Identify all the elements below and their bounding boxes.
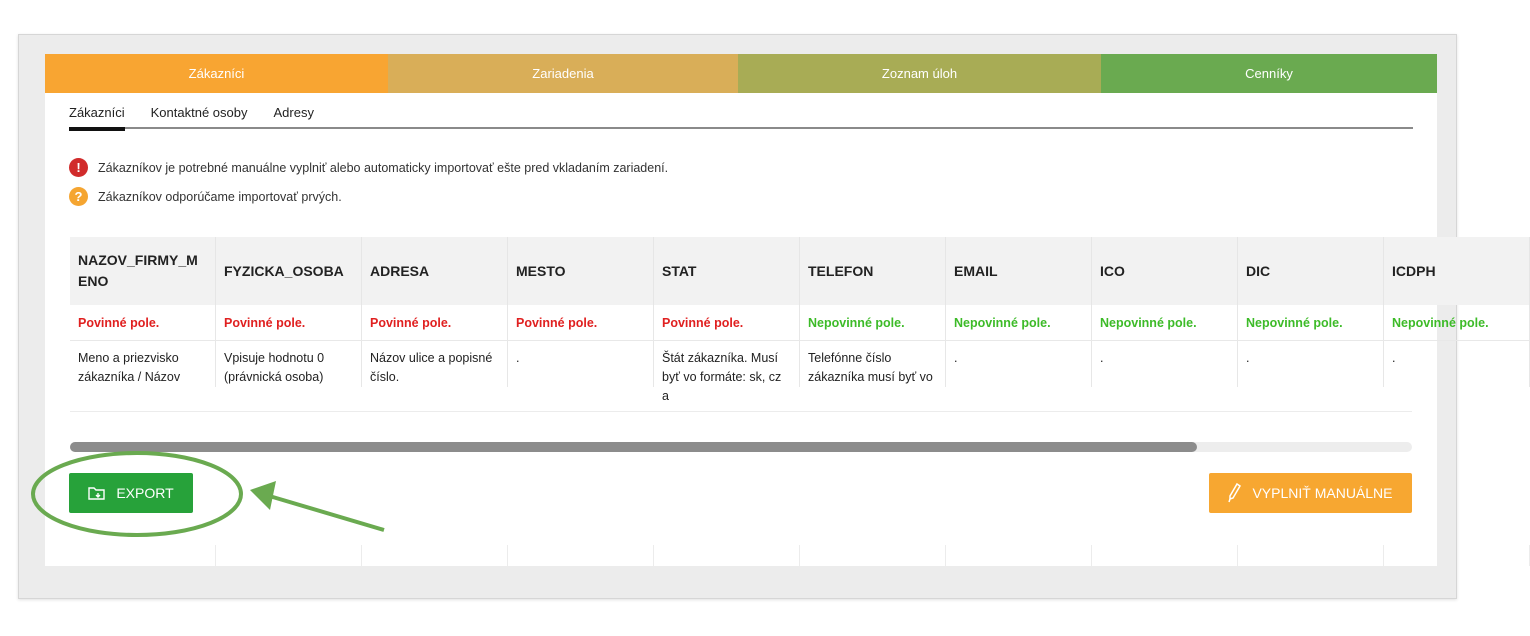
column-status: Nepovinné pole. bbox=[946, 305, 1092, 340]
column-status: Povinné pole. bbox=[362, 305, 508, 340]
column-status: Nepovinné pole. bbox=[1238, 305, 1384, 340]
table-required-row bbox=[70, 305, 1530, 341]
recommend-notice bbox=[69, 187, 342, 206]
column-header: EMAIL bbox=[946, 237, 1092, 305]
footer-cell bbox=[654, 545, 800, 566]
column-status: Povinné pole. bbox=[216, 305, 362, 340]
tab-3[interactable]: Adresy bbox=[273, 105, 314, 120]
tab-1[interactable]: Zákazníci bbox=[69, 102, 125, 129]
column-description: Meno a priezvisko zákazníka / Názov bbox=[70, 341, 216, 387]
columns-table[interactable] bbox=[70, 237, 1489, 412]
scrollbar-thumb[interactable] bbox=[70, 442, 1197, 452]
column-header: ADRESA bbox=[362, 237, 508, 305]
table-footer-row bbox=[70, 545, 1530, 566]
wizard-steps bbox=[45, 54, 1437, 93]
column-status: Povinné pole. bbox=[508, 305, 654, 340]
tab-2[interactable]: Kontaktné osoby bbox=[150, 105, 248, 120]
column-description: Telefónne číslo zákazníka musí byť vo bbox=[800, 341, 946, 387]
column-description: . bbox=[508, 341, 654, 387]
column-header: ICDPH bbox=[1384, 237, 1530, 305]
footer-cell bbox=[946, 545, 1092, 566]
column-description: . bbox=[946, 341, 1092, 387]
column-header: DIC bbox=[1238, 237, 1384, 305]
column-description: Vpisuje hodnotu 0 (právnická osoba) bbox=[216, 341, 362, 387]
horizontal-scrollbar[interactable] bbox=[70, 442, 1412, 452]
footer-cell bbox=[362, 545, 508, 566]
footer-cell bbox=[800, 545, 946, 566]
column-header: FYZICKA_OSOBA bbox=[216, 237, 362, 305]
column-header: NAZOV_FIRMY_MENO bbox=[70, 237, 216, 305]
footer-cell bbox=[1238, 545, 1384, 566]
fill-manually-button[interactable] bbox=[1209, 473, 1412, 513]
table-row-divider bbox=[70, 387, 1412, 412]
column-status: Povinné pole. bbox=[70, 305, 216, 340]
export-button[interactable] bbox=[69, 473, 193, 513]
step-1[interactable]: Zákazníci bbox=[45, 54, 388, 93]
step-4[interactable]: Cenníky bbox=[1101, 54, 1437, 93]
column-header: ICO bbox=[1092, 237, 1238, 305]
export-label: EXPORT bbox=[116, 485, 174, 501]
sub-tabs bbox=[69, 102, 1413, 129]
footer-cell bbox=[1384, 545, 1530, 566]
step-3[interactable]: Zoznam úloh bbox=[738, 54, 1101, 93]
footer-cell bbox=[508, 545, 654, 566]
column-description: . bbox=[1238, 341, 1384, 387]
column-description: Štát zákazníka. Musí byť vo formáte: sk, cz a bbox=[654, 341, 800, 387]
column-header: MESTO bbox=[508, 237, 654, 305]
required-notice-text: Zákazníkov je potrebné manuálne vyplniť alebo automaticky importovať ešte pred vkladaním zariadení. bbox=[98, 160, 669, 175]
table-header-row bbox=[70, 237, 1530, 305]
footer-cell bbox=[1092, 545, 1238, 566]
step-2[interactable]: Zariadenia bbox=[388, 54, 738, 93]
column-header: TELEFON bbox=[800, 237, 946, 305]
column-description: . bbox=[1384, 341, 1530, 387]
fill-manually-label: VYPLNIŤ MANUÁLNE bbox=[1252, 485, 1393, 501]
footer-cell bbox=[216, 545, 362, 566]
pen-icon bbox=[1228, 483, 1242, 503]
required-notice bbox=[69, 158, 668, 177]
footer-cell bbox=[70, 545, 216, 566]
help-icon: ? bbox=[69, 187, 88, 206]
column-status: Povinné pole. bbox=[654, 305, 800, 340]
column-status: Nepovinné pole. bbox=[1092, 305, 1238, 340]
import-panel bbox=[45, 54, 1489, 566]
column-status: Nepovinné pole. bbox=[1384, 305, 1530, 340]
column-description: Názov ulice a popisné číslo. bbox=[362, 341, 508, 387]
recommend-notice-text: Zákazníkov odporúčame importovať prvých. bbox=[98, 189, 342, 204]
column-header: STAT bbox=[654, 237, 800, 305]
column-description: . bbox=[1092, 341, 1238, 387]
column-status: Nepovinné pole. bbox=[800, 305, 946, 340]
folder-export-icon bbox=[88, 486, 106, 501]
error-icon: ! bbox=[69, 158, 88, 177]
